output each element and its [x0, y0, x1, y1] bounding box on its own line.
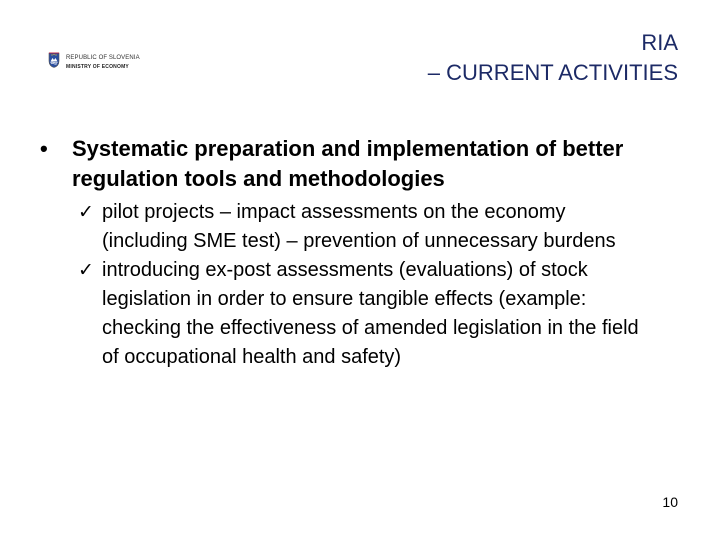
- sub-bullet-item: [78, 256, 680, 372]
- ministry-label: MINISTRY OF ECONOMY: [66, 64, 129, 70]
- ministry-name: [66, 52, 140, 72]
- slide-title-line2: – CURRENT ACTIVITIES: [427, 60, 678, 85]
- sub-bullet-text: pilot projects – impact assessments on the economy (including SME test) – prevention of unnecessary burdens: [102, 201, 616, 252]
- check-mark-icon: ✓: [78, 201, 94, 223]
- coat-of-arms-icon: [48, 52, 60, 68]
- republic-label: REPUBLIC OF SLOVENIA: [66, 55, 140, 61]
- page-number: 10: [662, 494, 678, 510]
- sub-bullet-item: [78, 198, 680, 256]
- slide-title: [428, 28, 678, 88]
- bullet-icon: •: [40, 136, 48, 161]
- slide-title-line1: RIA: [641, 30, 678, 55]
- slide-body: [40, 134, 680, 372]
- sub-bullet-list: [40, 198, 680, 372]
- sub-bullet-text: introducing ex-post assessments (evaluations) of stock legislation in order to ensure tangible effects (example: checking the effectiveness of amended legislation in the field of occupational health and safety): [102, 259, 639, 368]
- ministry-logo: [48, 52, 140, 72]
- main-bullet-item: [40, 134, 680, 194]
- main-bullet-text: Systematic preparation and implementation of better regulation tools and methodologies: [72, 136, 624, 191]
- check-mark-icon: ✓: [78, 259, 94, 281]
